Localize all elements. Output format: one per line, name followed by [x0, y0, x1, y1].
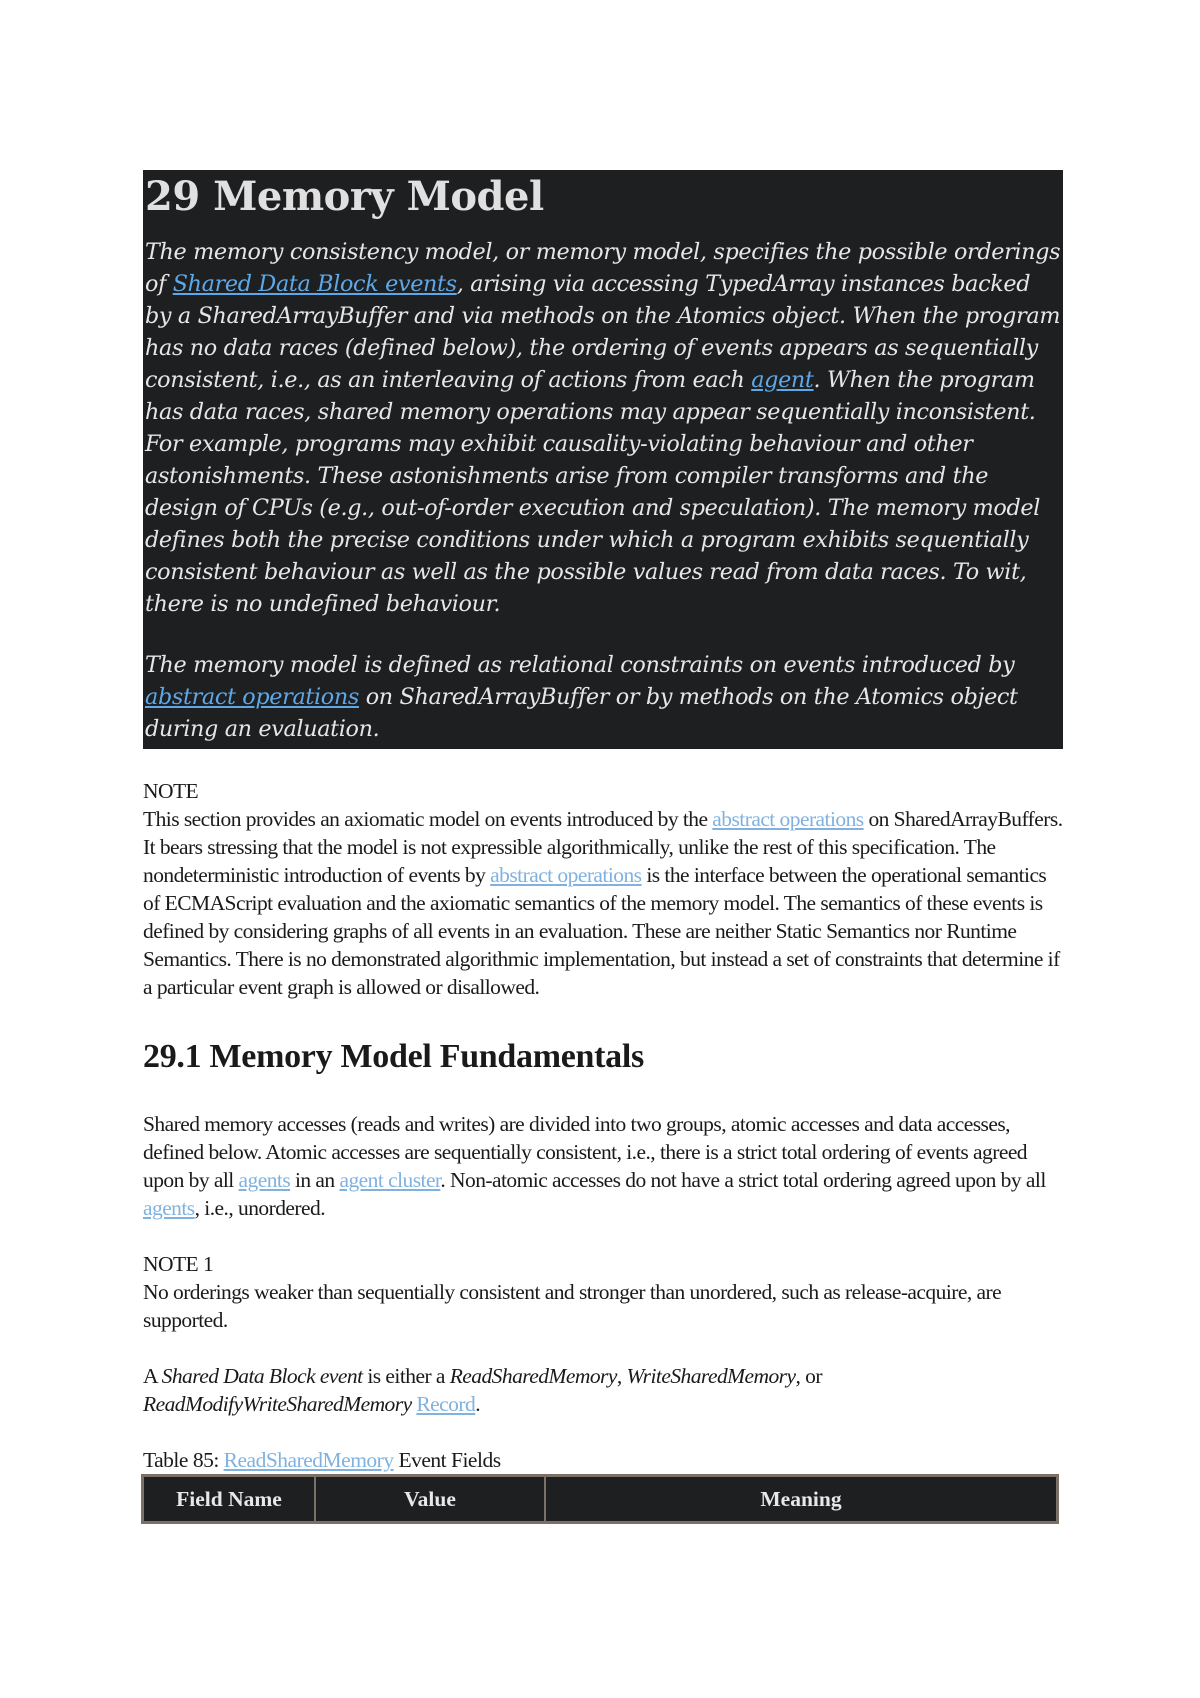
- table-caption: Table 85: ReadSharedMemory Event Fields: [143, 1448, 501, 1472]
- link-readsharedmemory[interactable]: ReadSharedMemory: [223, 1448, 394, 1472]
- note-1-text: No orderings weaker than sequentially consistent and stronger than unordered, such as release-acquire, are supported.: [143, 1280, 1002, 1332]
- table-header-row: [143, 1476, 1058, 1523]
- column-header-field-name: Field Name: [143, 1476, 316, 1523]
- subsection-title: 29.1 Memory Model Fundamentals: [143, 1038, 644, 1075]
- link-abstract-operations-note[interactable]: abstract operations: [712, 807, 864, 831]
- link-agents[interactable]: agents: [238, 1168, 291, 1192]
- link-abstract-operations-note-2[interactable]: abstract operations: [490, 863, 642, 887]
- note-label: NOTE: [143, 779, 199, 803]
- fundamentals-paragraph: Shared memory accesses (reads and writes) are divided into two groups, atomic accesses and data accesses, defined below. Atomic accesses are sequentially consistent, i.e., there is a strict total ordering of events agreed upon by all agents in an agent cluster. Non-atomic accesses do not have a strict total ordering agreed upon by all agents, i.e., unordered.: [143, 1112, 1046, 1220]
- shared-data-block-event-paragraph: A Shared Data Block event is either a ReadSharedMemory, WriteSharedMemory, or ReadModifyWriteSharedMemory Record.: [143, 1364, 822, 1416]
- column-header-meaning: Meaning: [545, 1476, 1058, 1523]
- link-agent[interactable]: agent: [751, 367, 814, 393]
- link-agent-cluster[interactable]: agent cluster: [339, 1168, 441, 1192]
- link-shared-data-block-events[interactable]: Shared Data Block events: [172, 271, 457, 297]
- subsection-body: [143, 1110, 1063, 1418]
- document-page: [143, 170, 1063, 1524]
- intro-paragraph-1: The memory consistency model, or memory model, specifies the possible orderings of Shared Data Block events, arising via accessing TypedArray instances backed by a SharedArrayBuffer and via methods on the Atomics object. When the program has no data races (defined below), the ordering of events appears as sequentially consistent, i.e., as an interleaving of actions from each agent. When the program has data races, shared memory operations may appear sequentially inconsistent. For example, programs may exhibit causality-violating behaviour and other astonishments. These astonishments arise from compiler transforms and the design of CPUs (e.g., out-of-order execution and speculation). The memory model defines both the precise conditions under which a program exhibits sequentially consistent behaviour as well as the possible values read from data races. To wit, there is no undefined behaviour.: [145, 239, 1061, 617]
- link-agents-2[interactable]: agents: [143, 1196, 195, 1220]
- event-fields-table: [141, 1474, 1059, 1524]
- link-abstract-operations[interactable]: abstract operations: [145, 684, 359, 710]
- note-block: [143, 777, 1063, 1001]
- intro-paragraph-2: The memory model is defined as relational constraints on events introduced by abstract operations on SharedArrayBuffer or by methods on the Atomics object during an evaluation.: [145, 652, 1018, 742]
- note-1-block: [143, 1250, 1063, 1334]
- column-header-value: Value: [315, 1476, 545, 1523]
- note-text: This section provides an axiomatic model on events introduced by the abstract operations on SharedArrayBuffers. It bears stressing that the model is not expressible algorithmically, unlike the rest of this specification. The nondeterministic introduction of events by abstract operations is the interface between the operational semantics of ECMAScript evaluation and the axiomatic semantics of the memory model. The semantics of these events is defined by considering graphs of all events in an evaluation. These are neither Static Semantics nor Runtime Semantics. There is no demonstrated algorithmic implementation, but instead a set of constraints that determine if a particular event graph is allowed or disallowed.: [143, 807, 1063, 999]
- link-record[interactable]: Record: [416, 1392, 476, 1416]
- note-1-label: NOTE 1: [143, 1252, 214, 1276]
- section-intro-block: [143, 170, 1063, 749]
- section-title: 29 Memory Model: [145, 173, 544, 220]
